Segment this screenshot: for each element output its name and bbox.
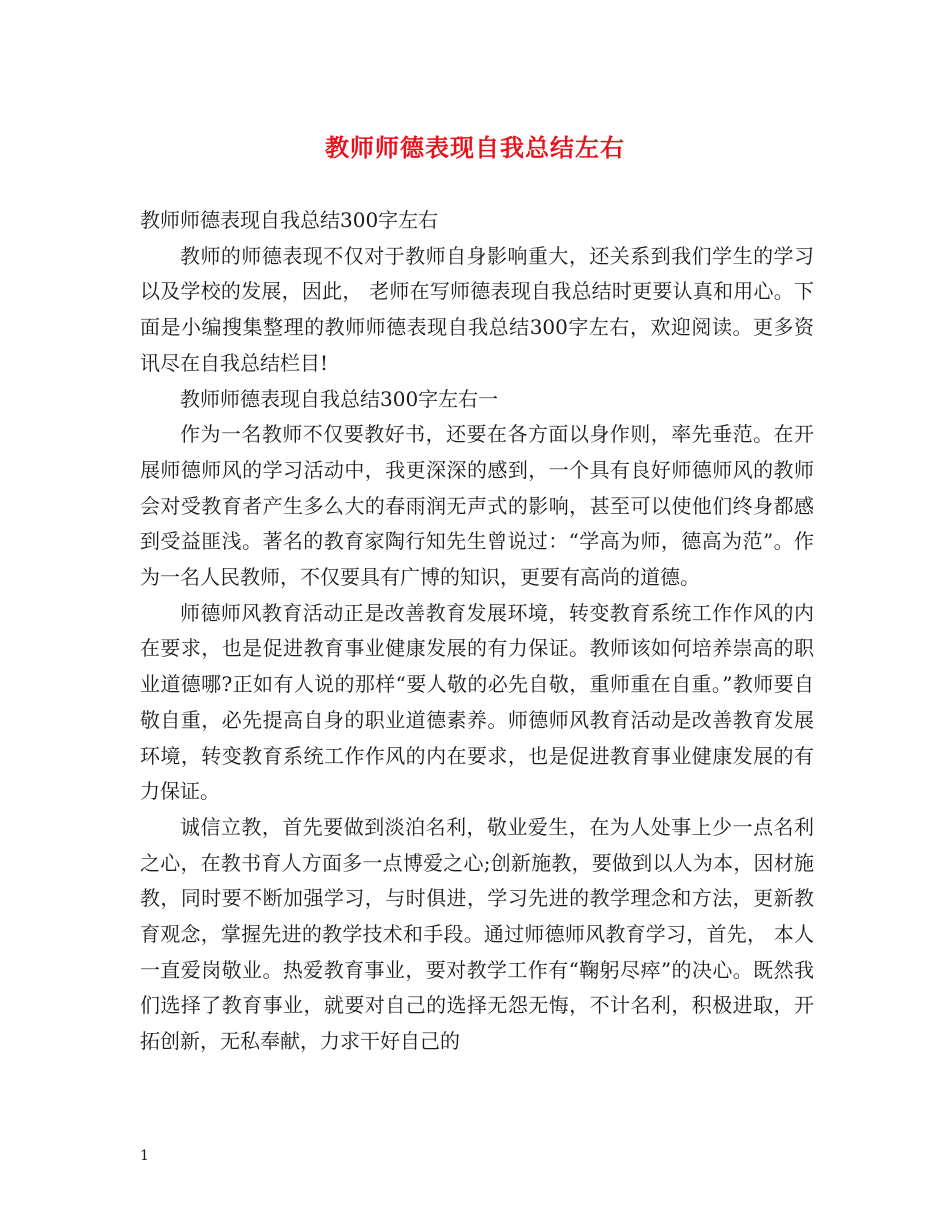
paragraph-3: 诚信立教，首先要做到淡泊名利，敬业爱生，在为人处事上少一点名利之心，在教书育人方面多一点博爱之心;创新施教，要做到以人为本，因材施教，同时要不断加强学习，与时俱进，学习先进的教学理念和方法，更新教育观念，掌握先进的教学技术和手段。通过师德师风教育学习，首先， 本人一直爱岗敬业。热爱教育事业，要对教学工作有“鞠躬尽瘁”的决心。既然我们选择了教育事业，就要对自己的选择无怨无悔，不计名利，积极进取，开拓创新，无私奉献，力求干好自己的 [140, 814, 814, 1054]
paragraph-intro: 教师的师德表现不仅对于教师自身影响重大，还关系到我们学生的学习以及学校的发展，因此， 老师在写师德表现自我总结时更要认真和用心。下面是小编搜集整理的教师师德表现自我总结300字左右，欢迎阅读。更多资讯尽在自我总结栏目! [140, 243, 814, 375]
section-heading: 教师师德表现自我总结300字左右一 [180, 386, 499, 411]
document-body [140, 203, 814, 1060]
document-subtitle: 教师师德表现自我总结300字左右 [140, 208, 439, 232]
paragraph-1: 作为一名教师不仅要教好书，还要在各方面以身作则，率先垂范。在开展师德师风的学习活动中，我更深深的感到，一个具有良好师德师风的教师会对受教育者产生多么大的春雨润无声式的影响，甚至可以使他们终身都感到受益匪浅。著名的教育家陶行知先生曾说过：“学高为师，德高为范”。作为一名人民教师，不仅要具有广博的知识，更要有高尚的道德。 [140, 422, 814, 590]
document-title: 教师师德表现自我总结左右 [325, 133, 625, 162]
page-number: 1 [140, 1148, 149, 1164]
paragraph-2: 师德师风教育活动正是改善教育发展环境，转变教育系统工作作风的内在要求，也是促进教育事业健康发展的有力保证。教师该如何培养崇高的职业道德哪?正如有人说的那样“要人敬的必先自敬，重师重在自重。”教师要自敬自重，必先提高自身的职业道德素养。师德师风教育活动是改善教育发展环境，转变教育系统工作作风的内在要求，也是促进教育事业健康发展的有力保证。 [140, 600, 814, 804]
